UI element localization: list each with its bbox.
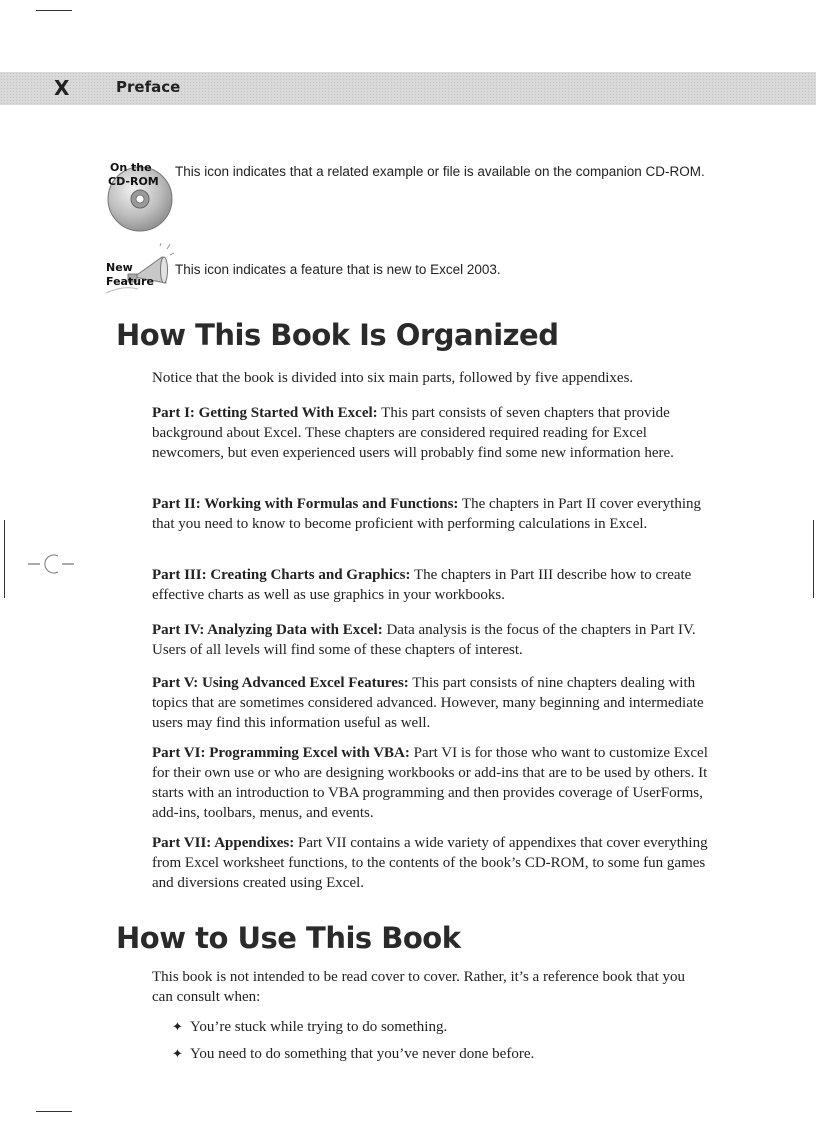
- part-paragraph: [152, 673, 708, 733]
- section-heading-organized: How This Book Is Organized: [116, 318, 559, 352]
- part-paragraph: [152, 833, 708, 893]
- crop-mark-bottom-left: [36, 1111, 72, 1112]
- section-intro-organized: Notice that the book is divided into six main parts, followed by five appendixes.: [152, 370, 634, 386]
- new-feature-icon: [104, 243, 174, 299]
- note-new-feature: [104, 243, 724, 299]
- bullet-star-icon: ✦: [172, 1020, 183, 1035]
- crop-mark-top-left: [36, 10, 72, 11]
- list-item: [172, 1044, 708, 1065]
- part-description: This part consists of seven chapters that provide background about Excel. These chapters are considered required reading for Excel newcomers, but even experienced users will probably find some new information here.: [152, 405, 674, 461]
- part-description: The chapters in Part II cover everything that you need to know to become proficient with performing calculations in Excel.: [152, 496, 701, 532]
- part-title: Part IV: Analyzing Data with Excel:: [152, 622, 383, 638]
- part-paragraph: [152, 494, 708, 534]
- part-paragraph: [152, 403, 708, 463]
- list-item: [172, 1017, 708, 1038]
- new-feature-icon-label-top: New: [106, 261, 133, 274]
- section-heading-how-to-use: How to Use This Book: [116, 921, 461, 955]
- bullet-star-icon: ✦: [172, 1047, 183, 1062]
- note-cd-rom: [104, 157, 724, 237]
- part-description: Part VII contains a wide variety of appendixes that cover everything from Excel worksheet functions, to the contents of the book’s CD-ROM, to some fun games and diversions created using Excel.: [152, 835, 708, 891]
- crop-mark-right-edge: [813, 520, 814, 598]
- part-paragraph: [152, 743, 708, 823]
- section-intro-how-to-use: This book is not intended to be read cover to cover. Rather, it’s a reference book that you can consult when:: [152, 969, 685, 1005]
- part-title: Part I: Getting Started With Excel:: [152, 405, 378, 421]
- part-paragraph: [152, 620, 708, 660]
- note-new-feature-text: This icon indicates a feature that is new to Excel 2003.: [175, 262, 501, 277]
- part-title: Part VI: Programming Excel with VBA:: [152, 745, 410, 761]
- part-description: The chapters in Part III describe how to create effective charts as well as use graphics in your workbooks.: [152, 567, 692, 603]
- note-cd-rom-text: This icon indicates that a related example or file is available on the companion CD-ROM.: [175, 164, 705, 179]
- part-title: Part II: Working with Formulas and Functions:: [152, 496, 459, 512]
- list-item-text: You’re stuck while trying to do something.: [190, 1019, 448, 1035]
- cd-rom-icon-label-bottom: CD-ROM: [108, 175, 159, 188]
- part-paragraph: [152, 565, 708, 605]
- registration-mark-icon: [28, 551, 76, 577]
- cd-rom-icon-label-top: On the: [110, 161, 152, 174]
- part-description: Part VI is for those who want to customize Excel for their own use or who are designing workbooks or add-ins that are to be used by others. It starts with an introduction to VBA programming and then provides coverage of UserForms, add-ins, toolbars, menus, and events.: [152, 745, 708, 821]
- part-title: Part III: Creating Charts and Graphics:: [152, 567, 411, 583]
- running-head-title: Preface: [116, 78, 181, 96]
- new-feature-icon-label-bottom: Feature: [106, 275, 154, 288]
- page-number: X: [54, 76, 70, 100]
- crop-mark-left-edge: [4, 520, 5, 598]
- part-title: Part V: Using Advanced Excel Features:: [152, 675, 409, 691]
- part-description: Data analysis is the focus of the chapters in Part IV. Users of all levels will find some of these chapters of interest.: [152, 622, 696, 658]
- list-item-text: You need to do something that you’ve never done before.: [190, 1046, 535, 1062]
- part-title: Part VII: Appendixes:: [152, 835, 295, 851]
- part-description: This part consists of nine chapters dealing with topics that are sometimes considered advanced. However, many beginning and intermediate users may find this information useful as well.: [152, 675, 704, 731]
- cd-rom-icon: [104, 157, 176, 233]
